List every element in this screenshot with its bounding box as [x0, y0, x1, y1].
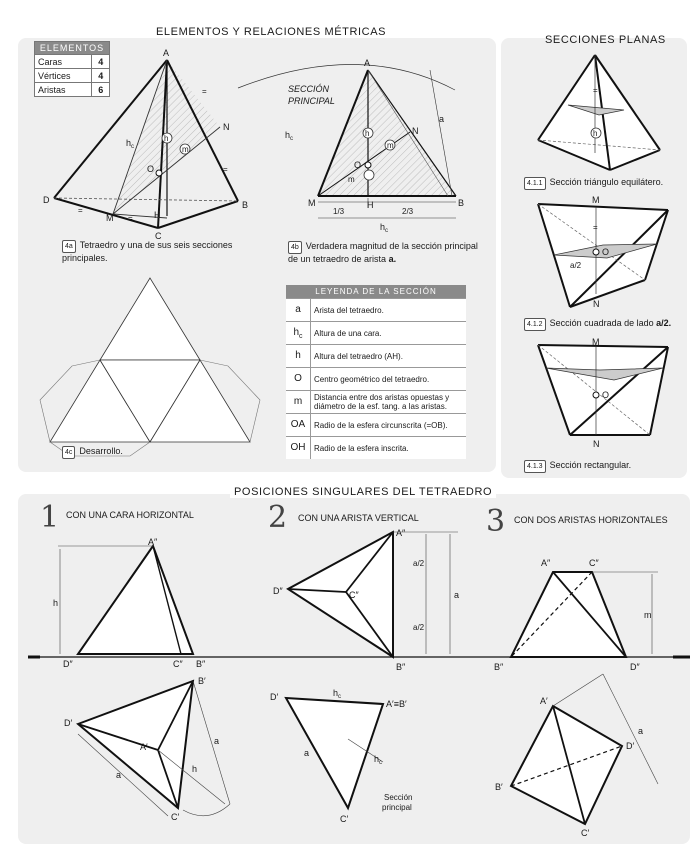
mark-eq-3: = — [223, 165, 228, 174]
legend-key: m — [286, 391, 311, 414]
caption-4b-text: Verdadera magnitud de la sección principal de un tetraedro de arista — [288, 241, 478, 264]
label-D2-case3: D″ — [630, 662, 640, 672]
label-C1-case3: C′ — [581, 828, 590, 838]
elements-label: Vértices — [35, 69, 92, 83]
label-B2-case2: B″ — [396, 662, 406, 672]
label-B: B — [242, 200, 249, 210]
label-one-third: 1/3 — [333, 207, 345, 216]
label-two-thirds: 2/3 — [402, 207, 414, 216]
table-row — [286, 368, 466, 391]
label-B1-case3: B′ — [495, 782, 503, 792]
elements-value: 6 — [92, 83, 110, 97]
caption-4-1-1-text: Sección triángulo equilátero. — [549, 177, 664, 187]
label-a2-bottom: a/2 — [413, 623, 425, 632]
caption-4-1-3-text: Sección rectangular. — [549, 460, 632, 470]
label-B2-case3: B″ — [494, 662, 504, 672]
elements-label: Caras — [35, 55, 92, 69]
label-m: m — [387, 141, 394, 150]
figure-4a-tetrahedron — [18, 38, 258, 248]
legend-text: Centro geométrico del tetraedro. — [311, 368, 467, 391]
label-m: m — [182, 145, 189, 154]
label-A: A — [364, 58, 371, 68]
label-M: M — [308, 198, 316, 208]
legend-key: $h_c$ — [286, 322, 311, 345]
legend-text: Radio de la esfera inscrita. — [311, 437, 467, 460]
title-plane-sections: SECCIONES PLANAS — [545, 34, 666, 46]
case-label-3: CON DOS ARISTAS HORIZONTALES — [514, 515, 668, 525]
label-B: B — [458, 198, 465, 208]
label-a-case1-b: a — [214, 736, 220, 746]
label-hc-bottom: $h_c$ — [380, 222, 389, 234]
label-h: h — [164, 134, 169, 143]
label-O: O — [147, 164, 155, 174]
figure-4-1-2-square-section — [520, 192, 670, 317]
mark-eq: = — [593, 86, 598, 95]
label-a-case2-plan: a — [304, 748, 310, 758]
legend-text: Radio de la esfera circunscrita (=OB). — [311, 414, 467, 437]
mark-eq-2: = — [128, 214, 133, 223]
label-C1-case2: C′ — [340, 814, 349, 824]
tag-4b: 4b — [288, 241, 302, 254]
label-a-case3: a — [638, 726, 644, 736]
tag-4-1-2: 4.1.2 — [524, 318, 546, 331]
caption-4c — [62, 446, 123, 459]
singular-positions-diagram — [18, 494, 690, 844]
figure-4c-development — [30, 270, 270, 460]
label-O: O — [602, 247, 610, 257]
label-a2: a/2 — [570, 261, 582, 270]
caption-4-1-2 — [524, 318, 671, 331]
legend-key: OA — [286, 414, 311, 437]
label-section-2: PRINCIPAL — [288, 96, 335, 106]
label-N: N — [593, 439, 600, 449]
mark-eq-4: = — [202, 87, 207, 96]
label-m-case3: m — [644, 610, 652, 620]
label-a-case1: a — [116, 770, 122, 780]
elements-value: 4 — [92, 55, 110, 69]
legend-text: Arista del tetraedro. — [311, 299, 467, 322]
case-label-2: CON UNA ARISTA VERTICAL — [298, 513, 419, 523]
legend-key: a — [286, 299, 311, 322]
mark-eq: = — [593, 223, 598, 232]
label-D2-case2: D″ — [273, 586, 283, 596]
tag-4-1-1: 4.1.1 — [524, 177, 546, 190]
tag-4a: 4a — [62, 240, 76, 253]
label-H: H — [367, 200, 374, 210]
label-N: N — [412, 126, 419, 136]
label-M: M — [106, 213, 114, 223]
label-A2-case1: A″ — [148, 537, 158, 547]
caption-4-1-2-bold: a/2. — [656, 318, 672, 328]
label-AB1-case2: A′≡B′ — [386, 699, 407, 709]
caption-4-1-3 — [524, 460, 631, 473]
mark-eq-1: = — [78, 206, 83, 215]
section-legend-table — [286, 285, 466, 459]
label-C2-case2: C″ — [349, 590, 359, 600]
label-C2-case1: C″ — [173, 659, 183, 669]
legend-text: Altura de una cara. — [311, 322, 467, 345]
figure-4b-principal-section — [230, 50, 490, 240]
label-hc-case2-b: $h_c$ — [374, 754, 383, 766]
label-h: h — [365, 129, 370, 138]
label-C2-case3: C″ — [589, 558, 599, 568]
label-A2-case2: A″ — [396, 528, 406, 538]
label-m-2: m — [348, 175, 355, 184]
label-section-principal-1: Sección — [384, 793, 413, 802]
table-row — [286, 437, 466, 460]
legend-key: O — [286, 368, 311, 391]
table-row — [286, 414, 466, 437]
label-H: H — [154, 210, 161, 220]
label-h: h — [593, 129, 598, 138]
caption-4c-text: Desarrollo. — [79, 446, 123, 456]
case-number-2: 2 — [268, 500, 288, 535]
case-number-1: 1 — [40, 500, 60, 535]
tag-4-1-3: 4.1.3 — [524, 460, 546, 473]
label-a-case2: a — [454, 590, 460, 600]
label-B1-case1: B′ — [198, 676, 206, 686]
caption-4a-text: Tetraedro y una de sus seis secciones principales. — [62, 240, 233, 263]
label-C: C — [155, 231, 162, 241]
legend-text: Altura del tetraedro (AH). — [311, 345, 467, 368]
label-a: a — [439, 114, 445, 124]
legend-key: h — [286, 345, 311, 368]
title-singular-positions: POSICIONES SINGULARES DEL TETRAEDRO — [230, 486, 496, 498]
elements-table-header: ELEMENTOS — [35, 42, 110, 55]
label-A2-case3: A″ — [541, 558, 551, 568]
label-section-1: SECCIÓN — [288, 84, 330, 94]
legend-text: Distancia entre dos aristas opuestas y diámetro de la esf. tang. a las aristas. — [311, 391, 467, 414]
label-O: O — [354, 160, 362, 170]
caption-4b — [288, 241, 484, 265]
table-row — [286, 345, 466, 368]
caption-4a — [62, 240, 252, 264]
label-hc: $h_c$ — [285, 130, 294, 142]
label-A1-case1: A′ — [140, 742, 148, 752]
label-h-case1-plan: h — [192, 764, 198, 774]
label-B2-case1: B″ — [196, 659, 206, 669]
label-a2-top: a/2 — [413, 559, 425, 568]
label-N: N — [223, 122, 230, 132]
label-hc: $h_c$ — [126, 138, 135, 150]
label-A1-case3: A′ — [540, 696, 548, 706]
case-label-1: CON UNA CARA HORIZONTAL — [66, 510, 194, 520]
label-N: N — [593, 299, 600, 309]
label-D1-case1: D′ — [64, 718, 73, 728]
label-D2-case1: D″ — [63, 659, 73, 669]
label-M: M — [592, 195, 600, 205]
label-D1-case3: D′ — [626, 741, 635, 751]
label-A: A — [163, 48, 170, 58]
figure-4-1-1-triangle-section — [520, 50, 670, 175]
label-C1-case1: C′ — [171, 812, 180, 822]
figure-4-1-3-rectangle-section — [520, 335, 670, 460]
caption-4-1-1 — [524, 177, 663, 190]
caption-4-1-2-text: Sección cuadrada de lado — [549, 318, 654, 328]
table-row — [286, 391, 466, 414]
label-M: M — [592, 337, 600, 347]
tag-4c: 4c — [62, 446, 75, 459]
case-number-3: 3 — [486, 504, 506, 539]
legend-header: LEYENDA DE LA SECCIÓN — [286, 285, 466, 299]
label-D: D — [43, 195, 50, 205]
table-row — [286, 322, 466, 345]
elements-value: 4 — [92, 69, 110, 83]
legend-key: OH — [286, 437, 311, 460]
label-h-case1: h — [53, 598, 59, 608]
label-section-principal-2: principal — [382, 803, 412, 812]
label-D1-case2: D′ — [270, 692, 279, 702]
caption-4b-bold: a. — [388, 254, 397, 264]
label-O: O — [602, 390, 610, 400]
label-hc-case2: $h_c$ — [333, 688, 342, 700]
title-elements: ELEMENTOS Y RELACIONES MÉTRICAS — [152, 26, 390, 38]
table-row — [286, 299, 466, 322]
elements-label: Aristas — [35, 83, 92, 97]
